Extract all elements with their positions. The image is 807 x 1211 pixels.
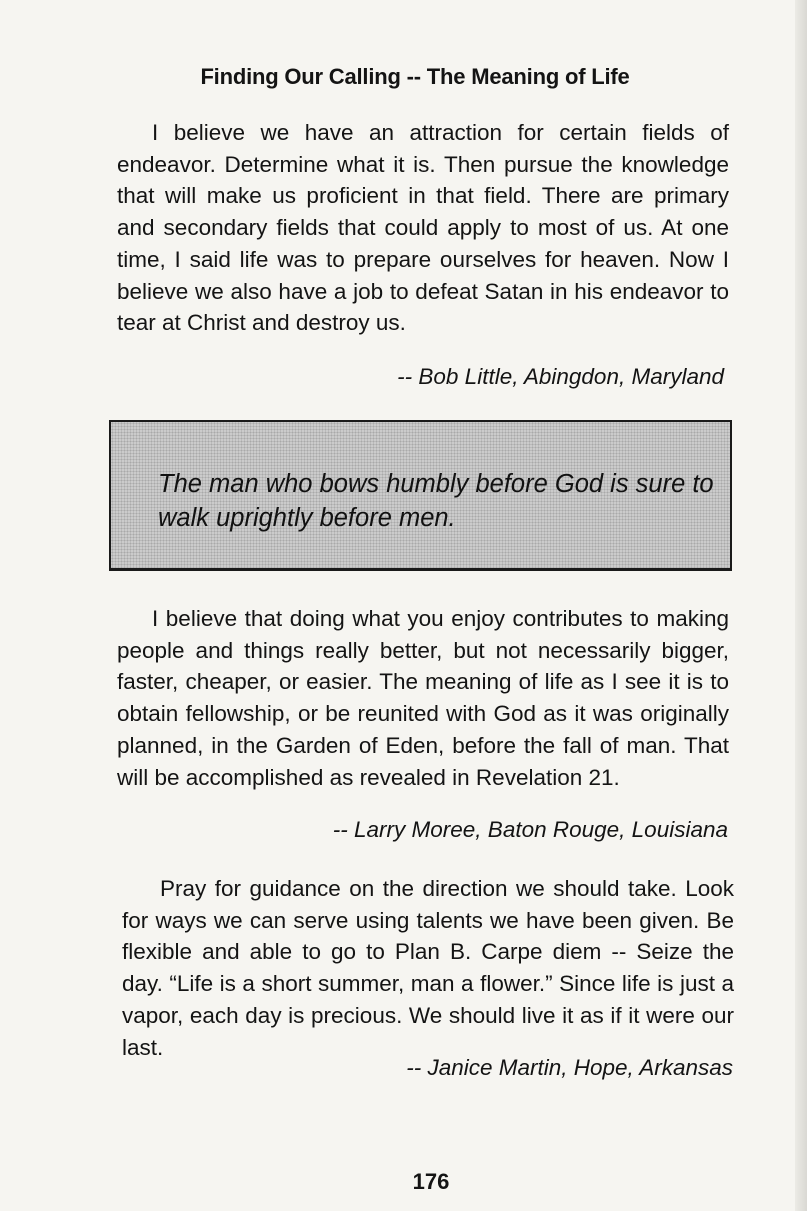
callout-quote-box: [109, 420, 732, 571]
page-title: Finding Our Calling -- The Meaning of Life: [200, 64, 630, 89]
callout-quote-text: The man who bows humbly before God is sure to walk uprightly before men.: [158, 470, 714, 532]
page-number: 176: [412, 1169, 450, 1194]
entry-text: I believe we have an attraction for certain fields of endeavor. Determine what it is. Then pursue the knowledge that will make us proficient in that field. There are primary and secondary fields that could apply to most of us. At one time, I said life was to prepare ourselves for heaven. Now I believe we also have a job to defeat Satan in his endeavor to tear at Christ and destroy us.: [117, 120, 729, 336]
entry-text: Pray for guidance on the direction we should take. Look for ways we can serve using talents we have been given. Be flexible and able to go to Plan B. Carpe diem -- Seize the day. “Life is a short summer, man a flower.” Since life is just a vapor, each day is precious. We should live it as if it were our last.: [122, 876, 734, 1060]
entry-attribution: -- Bob Little, Abingdon, Maryland: [397, 364, 724, 389]
entry-attribution: -- Janice Martin, Hope, Arkansas: [406, 1055, 733, 1080]
page-edge: [795, 0, 807, 1211]
entry-attribution: -- Larry Moree, Baton Rouge, Louisiana: [332, 817, 728, 842]
entry-text: I believe that doing what you enjoy contributes to making people and things really better, but not necessarily bigger, faster, cheaper, or easier. The meaning of life as I see it is to obtain fellowship, or be reunited with God as it was originally planned, in the Garden of Eden, before the fall of man. That will be accomplished as revealed in Revelation 21.: [117, 606, 729, 790]
